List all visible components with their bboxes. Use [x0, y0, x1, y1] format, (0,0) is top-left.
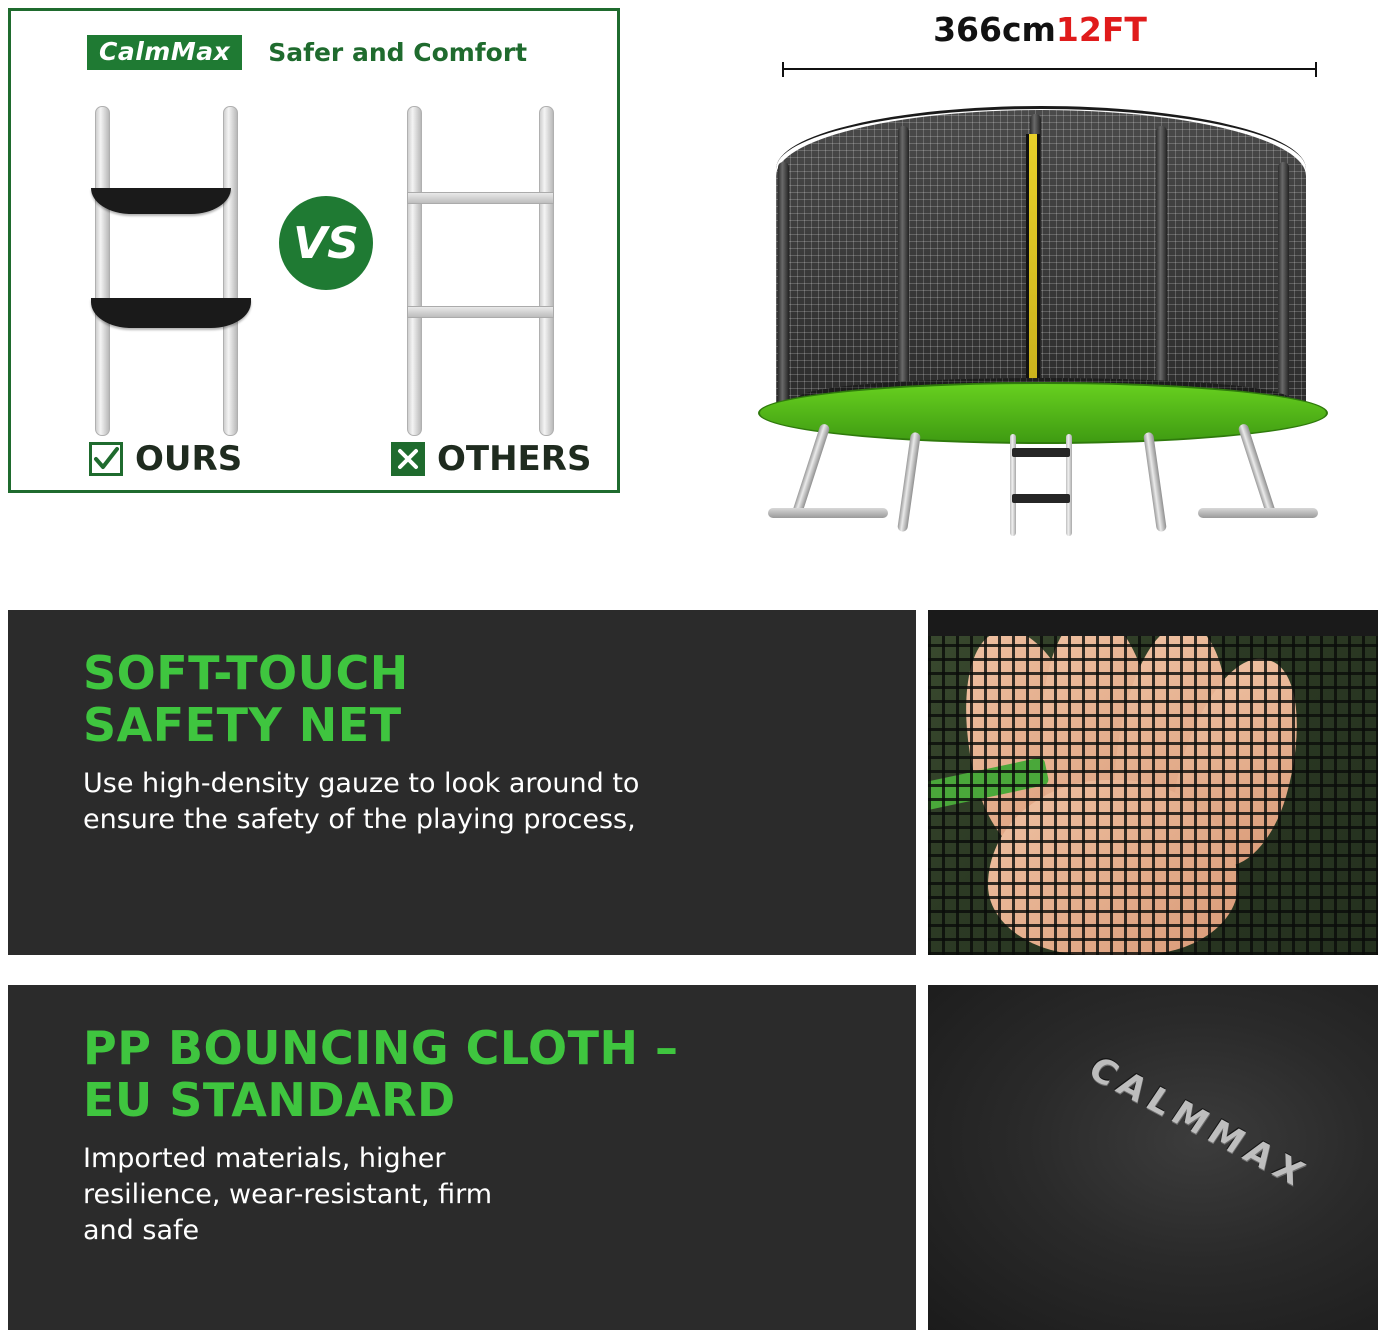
feature-safety-net-title-line2: SAFETY NET [83, 697, 402, 752]
trampoline-ladder [1010, 434, 1072, 536]
ladder-rail-left-other [407, 106, 422, 436]
enclosure-net-top-edge [776, 106, 1306, 169]
cross-icon [391, 442, 425, 476]
dimension-arrow-cap-right [1315, 62, 1317, 77]
feature-bouncing-cloth-photo [928, 985, 1378, 1330]
ladder-hard-step-upper [407, 192, 554, 204]
dimension-arrow-cap-left [782, 62, 784, 77]
ladder-ours-graphic [83, 106, 263, 436]
dimension-cm: 366cm [933, 10, 1056, 49]
dimension-label [700, 10, 1380, 49]
brand-logo: CalmMax [87, 35, 242, 70]
comparison-header [87, 35, 527, 70]
comparison-panel [8, 8, 620, 493]
net-pole-4 [1156, 126, 1167, 414]
feature-block-safety-net [8, 610, 916, 955]
frame-leg-1 [791, 423, 830, 517]
frame-leg-3 [1143, 432, 1167, 532]
verdict-others-label: OTHERS [437, 439, 592, 479]
feature-safety-net-title [83, 648, 873, 752]
feature-safety-net-description: Use high-density gauze to look around to ensure the safety of the playing process, [83, 767, 640, 836]
net-entry-zipper [1026, 134, 1040, 392]
frame-foot-left [768, 508, 888, 518]
dimension-arrow [782, 62, 1317, 76]
net-pole-5 [1278, 162, 1289, 414]
top-section [0, 0, 1386, 580]
ladder-soft-step-upper [91, 188, 231, 214]
mat-logo-text: CALMMAX [1080, 1049, 1318, 1197]
ladder-rail-right [223, 106, 238, 436]
trampoline-ladder-step-1 [1012, 448, 1070, 457]
vs-badge: VS [279, 196, 373, 290]
ladder-hard-step-lower [407, 306, 554, 318]
trampoline-ladder-step-2 [1012, 494, 1070, 503]
feature-bouncing-cloth-title-line1: PP BOUNCING CLOTH – [83, 1021, 679, 1075]
trampoline-illustration [758, 96, 1328, 536]
feature-bouncing-cloth-text [83, 1023, 903, 1249]
verdict-ours-label: OURS [135, 439, 243, 479]
ladder-others-graphic [403, 106, 563, 436]
feature-bouncing-cloth-title [83, 1023, 903, 1127]
frame-foot-right [1198, 508, 1318, 518]
check-icon [89, 442, 123, 476]
ladder-soft-step-lower [91, 298, 251, 328]
verdict-others [391, 439, 591, 479]
photo-net-top-bar [928, 610, 1378, 636]
net-pole-1 [778, 162, 789, 414]
feature-bouncing-cloth-description: Imported materials, higher resilience, wear-resistant, firm and safe [83, 1142, 493, 1247]
ladder-rail-right-other [539, 106, 554, 436]
ladder-rail-left [95, 106, 110, 436]
feature-block-bouncing-cloth [8, 985, 916, 1330]
verdict-ours [89, 439, 242, 479]
product-image-panel [700, 0, 1380, 560]
feature-safety-net-photo [928, 610, 1378, 955]
photo-net-mesh-overlay [928, 610, 1378, 955]
feature-bouncing-cloth-title-line2: EU STANDARD [83, 1072, 456, 1127]
frame-leg-4 [1237, 423, 1276, 517]
dimension-arrow-line [782, 68, 1317, 70]
frame-leg-2 [897, 432, 921, 532]
dimension-ft: 12FT [1055, 10, 1147, 49]
feature-safety-net-title-line1: SOFT-TOUCH [83, 646, 409, 700]
comparison-title: Safer and Comfort [268, 38, 528, 67]
feature-safety-net-text [83, 648, 873, 838]
net-pole-2 [898, 126, 909, 414]
